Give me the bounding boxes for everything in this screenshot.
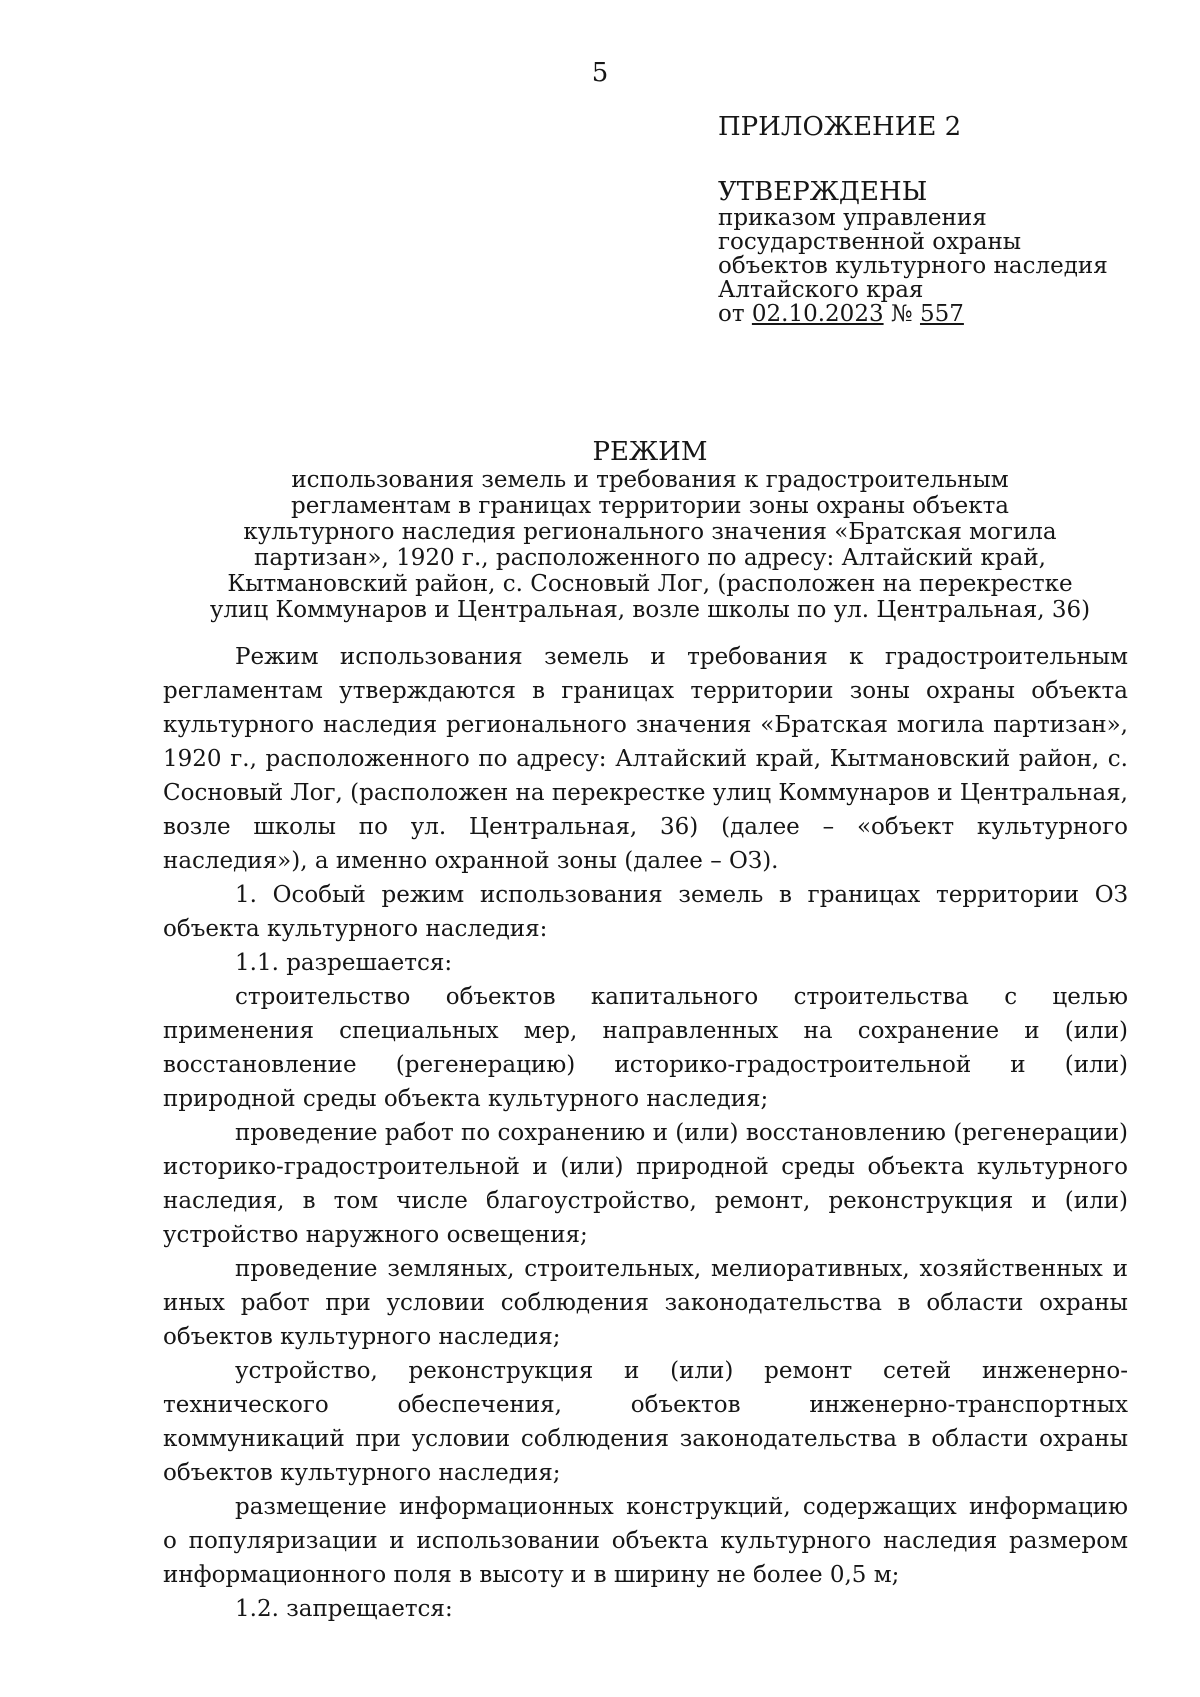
body-paragraph: устройство, реконструкция и (или) ремонт сетей инженерно-технического обеспечения, объектов инженерно-транспортных коммуникаций при условии соблюдения законодательства в области охраны объектов культурного наследия;	[163, 1358, 1128, 1486]
body-paragraph: 1.1. разрешается:	[235, 950, 453, 976]
document-title: РЕЖИМ	[592, 437, 708, 467]
subtitle-line: использования земель и требования к градостроительным	[291, 467, 1009, 493]
order-number-sign: №	[890, 301, 913, 327]
approved-line: государственной охраны	[718, 229, 1022, 255]
approved-line: Алтайского края	[718, 277, 924, 303]
order-number: 557	[919, 301, 964, 327]
body-paragraph: 1.2. запрещается:	[235, 1596, 453, 1622]
title-block	[175, 438, 1125, 622]
body-paragraph: строительство объектов капитального строительства с целью применения специальных мер, направленных на сохранение и (или) восстановление (регенерацию) историко-градостроительной и (или) природной среды объекта культурного наследия;	[163, 984, 1128, 1112]
body-paragraph: Режим использования земель и требования к градостроительным регламентам утверждаются в границах территории зоны охраны объекта культурного наследия регионального значения «Братская могила партизан», 1920 г., расположенного по адресу: Алтайский край, Кытмановский район, с. Сосновый Лог, (расположен на перекрестке улиц Коммунаров и Центральная, возле школы по ул. Центральная, 36) (далее – «объект культурного наследия»), а именно охранной зоны (далее – ОЗ).	[163, 644, 1128, 874]
appendix-header	[718, 114, 1158, 327]
subtitle-line: улиц Коммунаров и Центральная, возле школы по ул. Центральная, 36)	[209, 597, 1091, 623]
subtitle-line: Кытмановский район, с. Сосновый Лог, (расположен на перекрестке	[227, 571, 1073, 597]
appendix-label: ПРИЛОЖЕНИЕ 2	[718, 112, 962, 142]
document-body	[163, 640, 1128, 1626]
approved-line: приказом управления	[718, 205, 987, 231]
subtitle-line: партизан», 1920 г., расположенного по адресу: Алтайский край,	[253, 545, 1046, 571]
subtitle-line: регламентам в границах территории зоны охраны объекта	[290, 493, 1010, 519]
page-number: 5	[591, 58, 609, 88]
body-paragraph: проведение работ по сохранению и (или) восстановлению (регенерации) историко-градостроительной и (или) природной среды объекта культурного наследия, в том числе благоустройство, ремонт, реконструкция и (или) устройство наружного освещения;	[163, 1120, 1128, 1248]
approved-label: УТВЕРЖДЕНЫ	[718, 177, 928, 207]
approved-line: объектов культурного наследия	[718, 253, 1108, 279]
order-line	[718, 302, 1158, 327]
order-date: 02.10.2023	[751, 301, 884, 327]
body-paragraph: размещение информационных конструкций, содержащих информацию о популяризации и использовании объекта культурного наследия размером информационного поля в высоту и в ширину не более 0,5 м;	[163, 1494, 1128, 1588]
body-paragraph: проведение земляных, строительных, мелиоративных, хозяйственных и иных работ при условии соблюдения законодательства в области охраны объектов культурного наследия;	[163, 1256, 1128, 1350]
subtitle-line: культурного наследия регионального значения «Братская могила	[243, 519, 1057, 545]
body-paragraph: 1. Особый режим использования земель в границах территории ОЗ объекта культурного наследия:	[163, 882, 1128, 942]
order-prefix: от	[718, 301, 745, 327]
